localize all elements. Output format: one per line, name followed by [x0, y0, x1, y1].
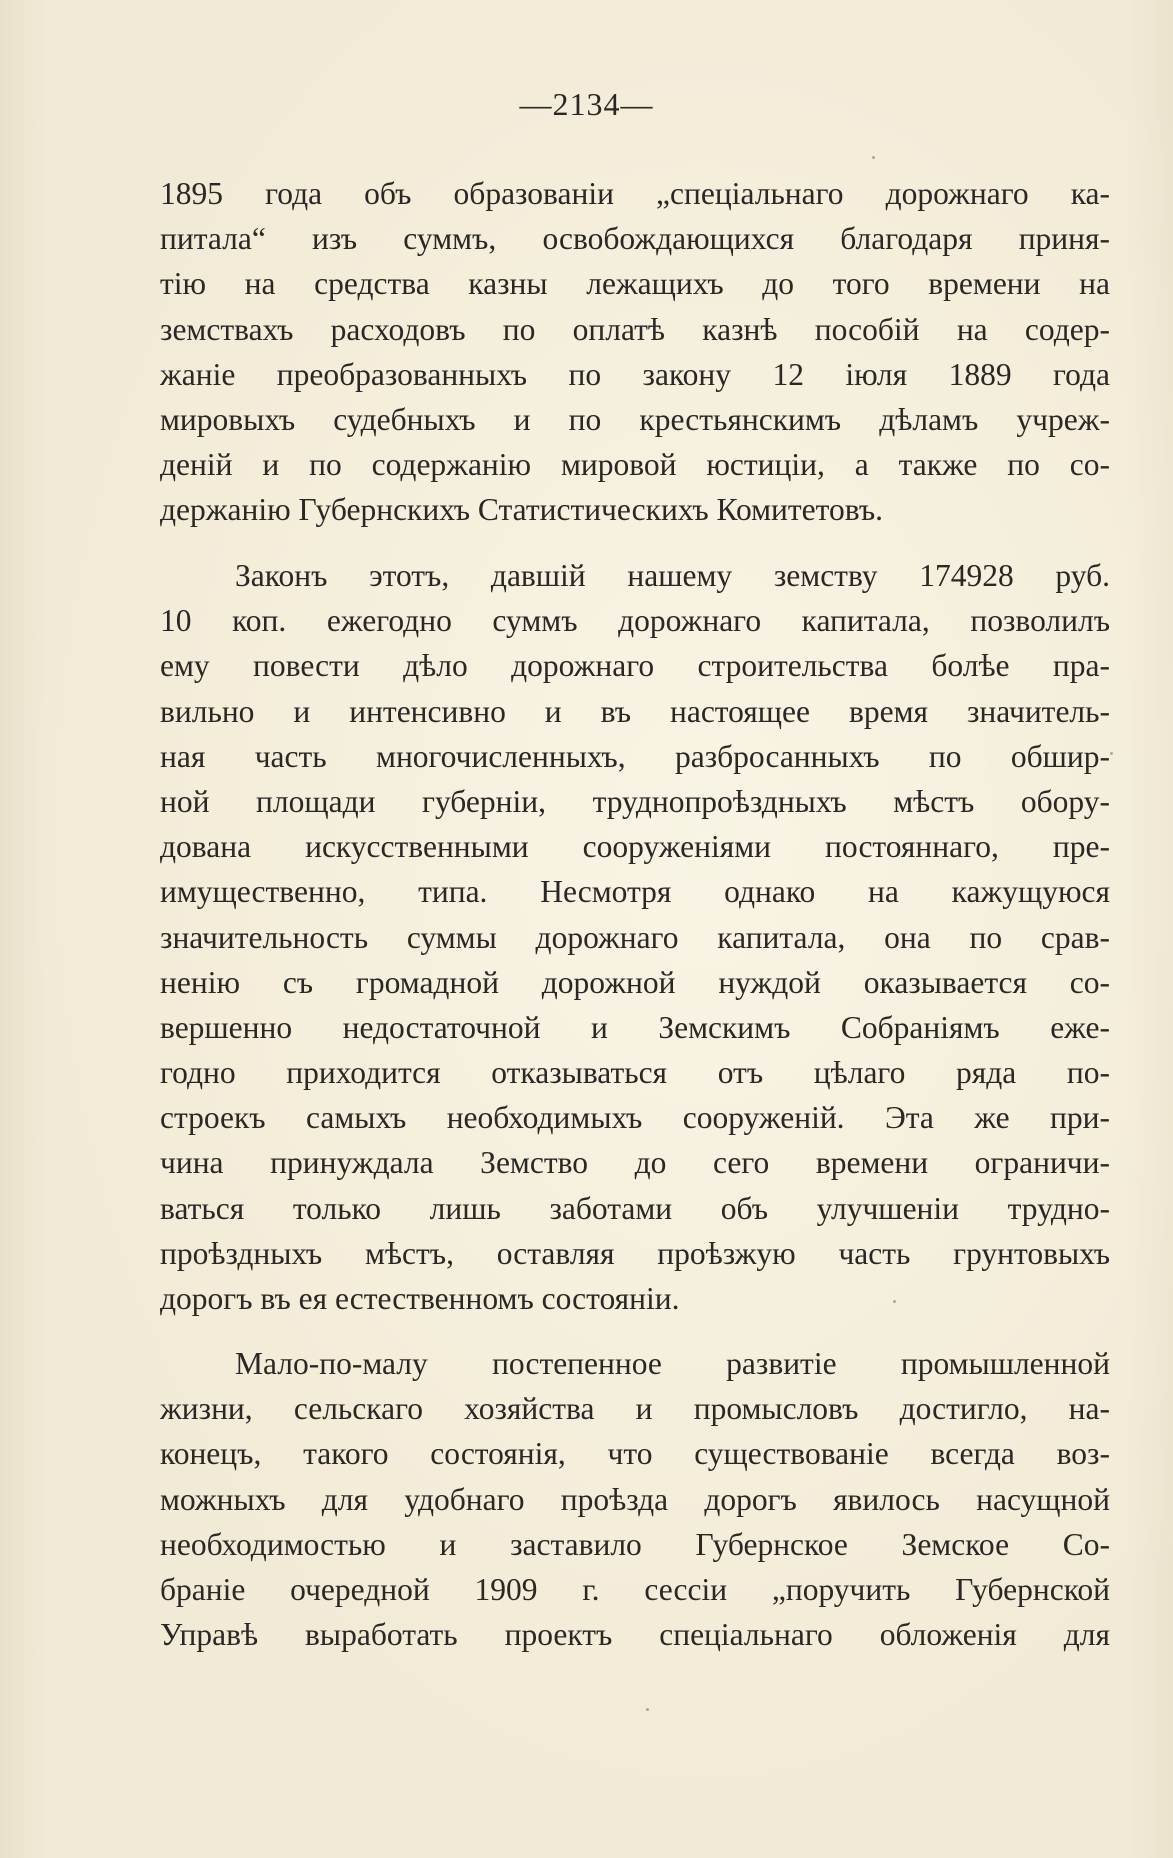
- text-line: конецъ, такого состоянія, что существованіе всегда воз-: [160, 1436, 1110, 1472]
- text-line: тію на средства казны лежащихъ до того времени на: [160, 266, 1110, 302]
- text-line: дорогъ въ ея естественномъ состояніи.: [160, 1281, 680, 1316]
- text-line: браніе очередной 1909 г. сессіи „поручить Губернской: [160, 1571, 1110, 1607]
- page-number: —2134—: [519, 86, 654, 122]
- paragraph-1: [160, 171, 1110, 533]
- text-line: проѣздныхъ мѣстъ, оставляя проѣзжую часть грунтовыхъ: [160, 1235, 1110, 1271]
- text-line: 10 коп. ежегодно суммъ дорожнаго капитала, позволилъ: [160, 603, 1110, 639]
- paper-speck: [893, 1300, 896, 1303]
- paper-speck: [872, 156, 875, 159]
- text-line: ной площади губерніи, труднопроѣздныхъ мѣстъ обору-: [160, 783, 1110, 819]
- text-line: необходимостью и заставило Губернское Земское Со-: [160, 1526, 1110, 1562]
- paper-speck: [646, 1708, 649, 1711]
- text-line: жизни, сельскаго хозяйства и промысловъ достигло, на-: [160, 1391, 1110, 1427]
- paragraph-3: [160, 1341, 1110, 1657]
- paper-speck: [1110, 752, 1113, 755]
- text-line: ему повести дѣло дорожнаго строительства болѣе пра-: [160, 648, 1110, 684]
- text-line: можныхъ для удобнаго проѣзда дорогъ явилось насущной: [160, 1481, 1110, 1517]
- text-line: ваться только лишь заботами объ улучшеніи трудно-: [160, 1190, 1110, 1226]
- text-line: Мало-по-малу постепенное развитіе промышленной: [235, 1346, 1110, 1381]
- text-line: держанію Губернскихъ Статистическихъ Комитетовъ.: [160, 492, 884, 528]
- text-line: годно приходится отказываться отъ цѣлаго ряда по-: [160, 1055, 1110, 1091]
- text-line: дована искусственными сооруженіями постояннаго, пре-: [160, 829, 1110, 865]
- text-line: Законъ этотъ, давшій нашему земству 174928 руб.: [235, 558, 1110, 593]
- text-line: ная часть многочисленныхъ, разбросанныхъ по обшир-: [160, 738, 1110, 774]
- text-line: деній и по содержанію мировой юстиціи, а также по со-: [160, 447, 1110, 483]
- text-line: строекъ самыхъ необходимыхъ сооруженій. Эта же при-: [160, 1100, 1110, 1136]
- text-line: 1895 года объ образованіи „спеціальнаго дорожнаго ка-: [160, 176, 1110, 211]
- text-line: ненію съ громадной дорожной нуждой оказывается со-: [160, 964, 1110, 1000]
- text-line: мировыхъ судебныхъ и по крестьянскимъ дѣламъ учреж-: [160, 401, 1110, 437]
- text-line: вильно и интенсивно и въ настоящее время значитель-: [160, 693, 1110, 729]
- text-line: чина принуждала Земство до сего времени ограничи-: [160, 1145, 1110, 1181]
- paragraph-2: [160, 553, 1110, 1321]
- text-line: имущественно, типа. Несмотря однако на кажущуюся: [160, 874, 1110, 910]
- text-line: значительность суммы дорожнаго капитала, она по срав-: [160, 919, 1110, 955]
- text-line: жаніе преобразованныхъ по закону 12 іюля 1889 года: [160, 356, 1110, 392]
- text-line: вершенно недостаточной и Земскимъ Собраніямъ еже-: [160, 1009, 1110, 1045]
- text-line: земствахъ расходовъ по оплатѣ казнѣ пособій на содер-: [160, 311, 1110, 347]
- text-line: Управѣ выработать проектъ спеціальнаго обложенія для: [160, 1617, 1110, 1653]
- text-line: питала“ изъ суммъ, освобождающихся благодаря приня-: [160, 221, 1110, 257]
